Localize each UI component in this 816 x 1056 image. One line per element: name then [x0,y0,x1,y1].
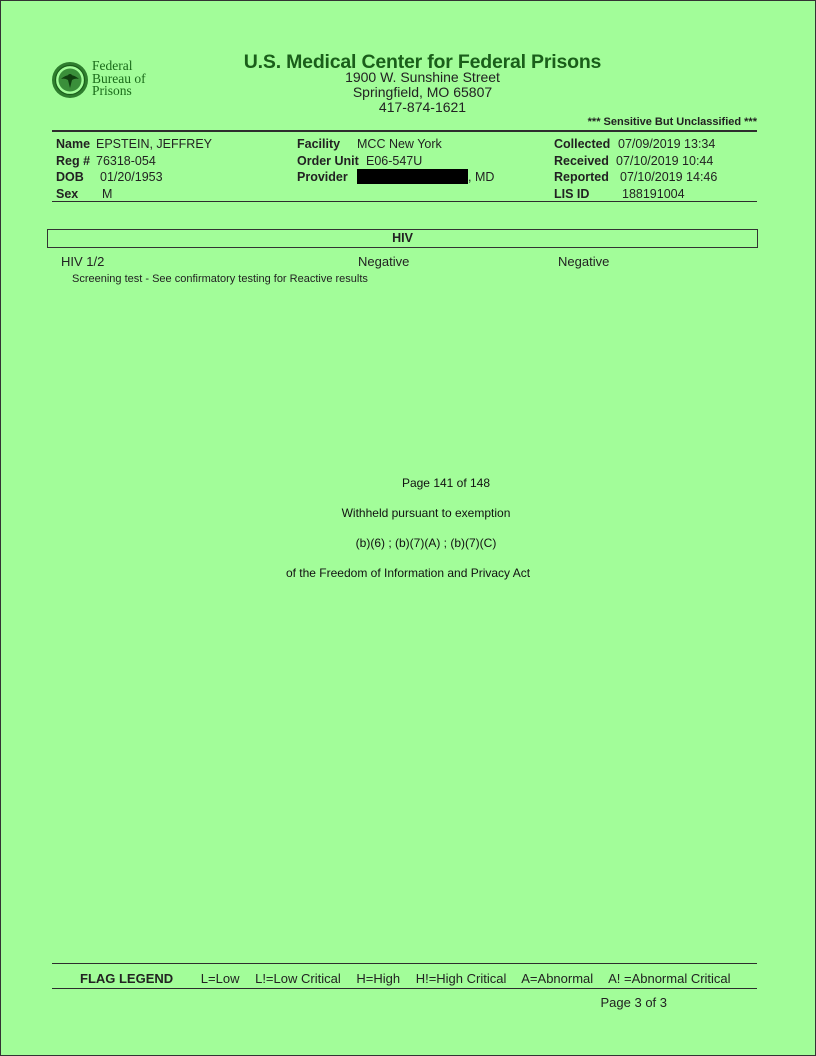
lis-id-label: LIS ID [554,186,590,201]
name-label: Name [56,137,91,151]
reported-value: 07/10/2019 14:46 [620,170,718,184]
lis-id-value: 188191004 [622,186,685,201]
patient-info [56,136,212,202]
header-divider [52,130,757,132]
dob-value: 01/20/1953 [100,170,163,184]
logo-line-2: Bureau of [92,70,146,86]
test-name: HIV 1/2 [61,254,105,269]
flag-legend-label: FLAG LEGEND [80,971,174,986]
legend-item: L!=Low Critical [255,971,341,986]
test-note: Screening test - See confirmatory testing for Reactive results [72,273,368,285]
date-info [554,136,717,202]
received-label: Received [554,153,609,168]
legend-item: A! =Abnormal Critical [608,971,731,986]
legend-top-rule [52,963,757,964]
order-info [297,136,494,186]
section-header: HIV [47,229,758,248]
dob-label: DOB [56,170,84,184]
test-reference: Negative [558,254,610,269]
facility-value: MCC New York [357,137,442,151]
flag-legend [52,971,757,986]
patient-name: EPSTEIN, JEFFREY [96,137,212,151]
address-line-2: Springfield, MO 65807 [352,84,493,100]
redaction-block [357,169,468,184]
foia-act: of the Freedom of Information and Privacy Act [285,566,531,580]
provider-suffix: , MD [468,170,495,184]
legend-bottom-rule [52,988,757,989]
sex-value: M [102,186,113,201]
foia-page-number: Page 141 of 148 [401,476,491,490]
facility-title: U.S. Medical Center for Federal Prisons [243,51,602,73]
test-result: Negative [358,254,410,269]
collected-label: Collected [554,137,611,151]
sex-label: Sex [56,186,79,201]
legend-item: L=Low [200,971,240,986]
provider-label: Provider [297,170,348,184]
report-page-number: Page 3 of 3 [600,995,667,1010]
order-unit-value: E06-547U [366,153,423,168]
legend-item: H!=High Critical [415,971,507,986]
address-line-1: 1900 W. Sunshine Street [345,69,500,85]
foia-withheld: Withheld pursuant to exemption [341,506,511,520]
foia-exemptions: (b)(6) ; (b)(7)(A) ; (b)(7)(C) [355,536,497,550]
collected-value: 07/09/2019 13:34 [618,137,716,151]
facility-label: Facility [297,137,341,151]
info-divider [52,201,757,202]
logo-line-1: Federal [92,58,133,73]
reg-label: Reg # [56,153,91,168]
received-value: 07/10/2019 10:44 [616,153,714,168]
order-unit-label: Order Unit [297,153,359,168]
classification-banner: *** Sensitive But Unclassified *** [587,116,757,128]
reg-number: 76318-054 [96,153,156,168]
reported-label: Reported [554,170,609,184]
phone-number: 417-874-1621 [378,99,467,115]
legend-item: A=Abnormal [521,971,594,986]
legend-item: H=High [356,971,401,986]
logo-line-3: Prisons [92,83,132,98]
